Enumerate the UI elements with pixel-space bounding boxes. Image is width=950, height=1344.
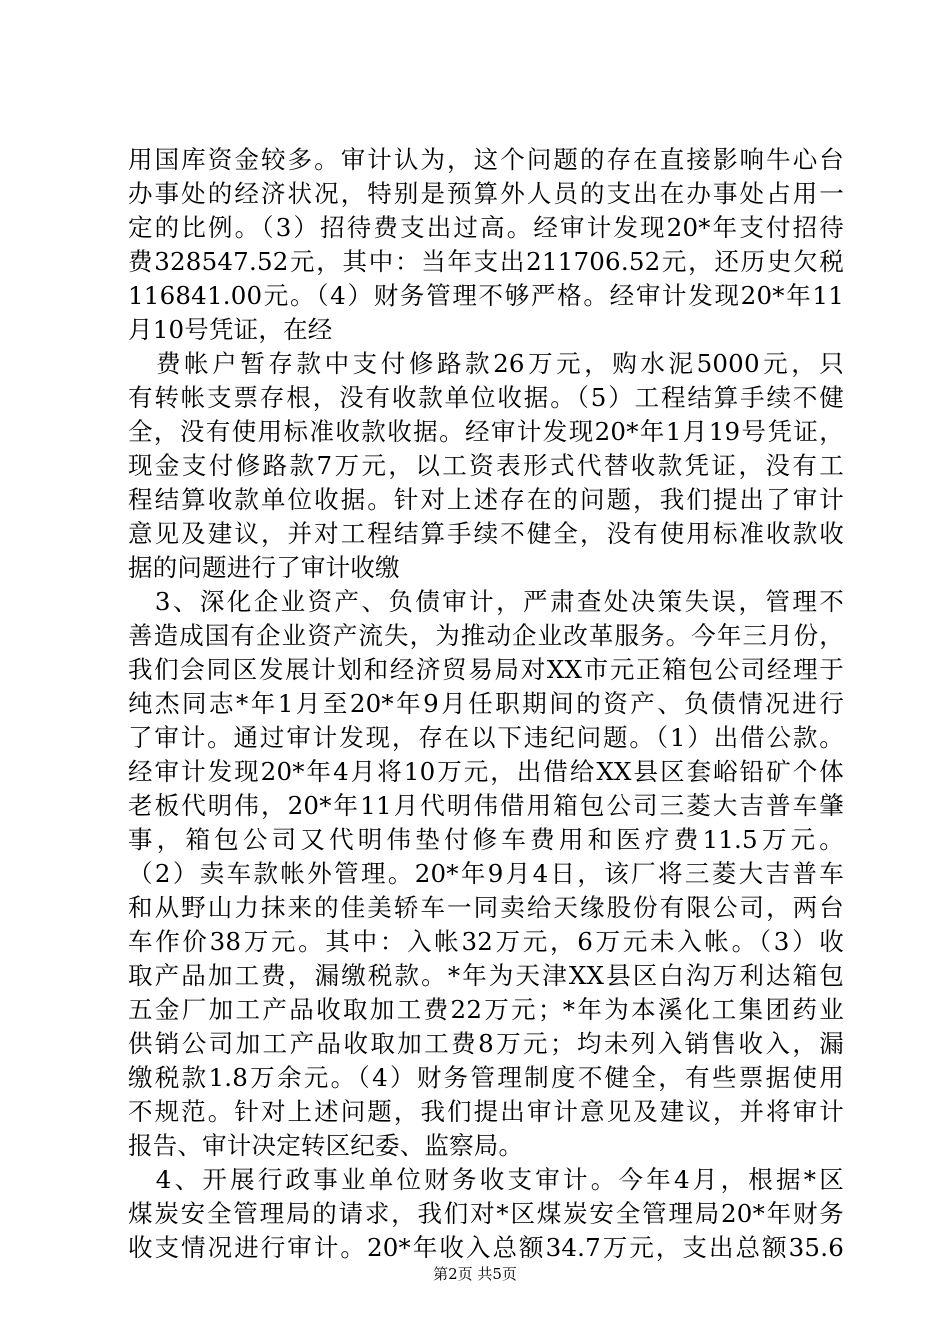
page-footer: 第2页 共5页 — [433, 1265, 517, 1283]
text-line: 缴税款1.8万余元。（4）财务管理制度不健全，有些票据使用 — [128, 1063, 844, 1092]
paragraph-continuation — [128, 143, 844, 347]
text-line: 经审计发现20*年4月将10万元，出借给XX县区套峪铅矿个体 — [128, 757, 844, 786]
text-line: 不规范。针对上述问题，我们提出审计意见及建议，并将审计 — [128, 1097, 844, 1126]
text-line: 意见及建议，并对工程结算手续不健全，没有使用标准收款收 — [128, 519, 844, 548]
text-line: 3、深化企业资产、负债审计，严肃查处决策失误，管理不 — [128, 587, 844, 616]
paragraph-item-4 — [128, 1163, 844, 1265]
text-line: （2）卖车款帐外管理。20*年9月4日，该厂将三菱大吉普车 — [128, 859, 844, 888]
paragraph-fee-account — [128, 347, 844, 585]
text-line: 月10号凭证，在经 — [128, 315, 333, 344]
text-line: 纯杰同志*年1月至20*年9月任职期间的资产、负债情况进行 — [128, 689, 844, 718]
text-line: 用国库资金较多。审计认为，这个问题的存在直接影响牛心台 — [128, 145, 844, 174]
text-line: 车作价38万元。其中：入帐32万元，6万元未入帐。（3）收 — [128, 927, 844, 956]
text-line: 办事处的经济状况，特别是预算外人员的支出在办事处占用一 — [128, 179, 844, 208]
text-line: 程结算收款单位收据。针对上述存在的问题，我们提出了审计 — [128, 485, 844, 514]
text-line: 报告、审计决定转区纪委、监察局。 — [128, 1131, 524, 1160]
text-line: 收支情况进行审计。20*年收入总额34.7万元，支出总额35.6 — [128, 1233, 844, 1262]
text-line: 据的问题进行了审计收缴 — [128, 553, 400, 582]
text-line: 费帐户暂存款中支付修路款26万元，购水泥5000元，只 — [128, 349, 844, 378]
text-line: 五金厂加工产品收取加工费22万元；*年为本溪化工集团药业 — [128, 995, 844, 1024]
text-line: 事，箱包公司又代明伟垫付修车费用和医疗费11.5万元。 — [128, 825, 844, 854]
text-line: 费328547.52元，其中：当年支出211706.52元，还历史欠税 — [128, 247, 844, 276]
text-line: 了审计。通过审计发现，存在以下违纪问题。（1）出借公款。 — [128, 723, 844, 752]
text-line: 煤炭安全管理局的请求，我们对*区煤炭安全管理局20*年财务 — [128, 1199, 844, 1228]
text-line: 116841.00元。（4）财务管理不够严格。经审计发现20*年11 — [128, 281, 844, 310]
text-line: 4、开展行政事业单位财务收支审计。今年4月，根据*区 — [128, 1165, 844, 1194]
text-line: 老板代明伟，20*年11月代明伟借用箱包公司三菱大吉普车肇 — [128, 791, 844, 820]
paragraph-item-3 — [128, 585, 844, 1163]
text-line: 供销公司加工产品收取加工费8万元；均未列入销售收入，漏 — [128, 1029, 844, 1058]
text-line: 我们会同区发展计划和经济贸易局对XX市元正箱包公司经理于 — [128, 655, 844, 684]
text-line: 取产品加工费，漏缴税款。*年为天津XX县区白沟万利达箱包 — [128, 961, 844, 990]
text-line: 有转帐支票存根，没有收款单位收据。（5）工程结算手续不健 — [128, 383, 844, 412]
text-line: 全，没有使用标准收款收据。经审计发现20*年1月19号凭证， — [128, 417, 844, 446]
text-line: 善造成国有企业资产流失，为推动企业改革服务。今年三月份， — [128, 621, 844, 650]
document-body — [128, 143, 844, 1265]
text-line: 定的比例。（3）招待费支出过高。经审计发现20*年支付招待 — [128, 213, 844, 242]
text-line: 和从野山力抹来的佳美轿车一同卖给天缘股份有限公司，两台 — [128, 893, 844, 922]
text-line: 现金支付修路款7万元，以工资表形式代替收款凭证，没有工 — [128, 451, 844, 480]
